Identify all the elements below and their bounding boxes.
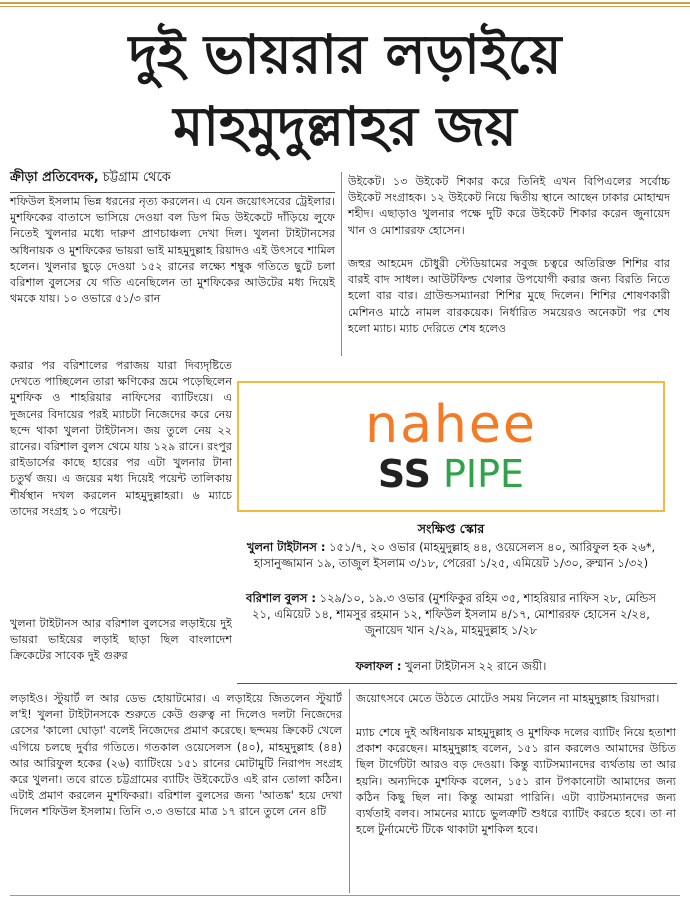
scorecard-bottom-rule: [237, 683, 677, 684]
advertisement-banner: [237, 381, 665, 512]
column-divider-lower: [349, 689, 350, 893]
headline-line-2: মাহমুদুল্লাহর জয়: [173, 95, 517, 158]
ad-brand-name: nahee: [365, 395, 537, 455]
byline-place: চট্টগ্রাম থেকে: [98, 170, 171, 185]
ad-product-pipe: PIPE: [430, 452, 525, 496]
ad-product: [239, 452, 663, 496]
scorecard-khulna: [237, 539, 665, 571]
col2b-paragraph-2: ম্যাচ শেষে দুই অধিনায়ক মাহমুদুল্লাহ ও মুশফিক দলের ব্যাটিং নিয়ে হতাশা প্রকাশ করেছেন। মাহমুদুল্লাহ বলেন, ১৫১ রান করলেও আমাদের উচিত ছিল টার্গেটটা আরও বড় দেওয়া। কিন্তু ব্যাটসম্যানদের ব্যর্থতায় তা আর হয়নি। অন্যদিকে মুশফিক বলেন, ১৫১ রান টপকানোটা আমাদের জন্য কঠিন কিছু ছিল না। কিন্তু আমরা পারিনি। এটা ব্যাটসম্যানদের জন্য ব্যর্থতাই বলব। সামনের ম্যাচে ভুলত্রুটি শুধরে ব্যাটিং করতে হবে। তা না হলে টুর্নামেন্টে টিকে থাকাটা মুশকিল হবে।: [356, 726, 676, 837]
ad-product-ss: SS: [377, 452, 431, 496]
scorecard-barishal-text: ১২৯/১০, ১৯.৩ ওভার (মুশফিকুর রহিম ৩৫, শাহরিয়ার নাফিস ২৮, মেন্ডিস ২১, এমিয়েট ১৪, শামসুর রহমান ১২, শফিউল ইসলাম ৪/১৭, মোশাররফ হোসেন ২/২৪, জুনায়েদ খান ২/২৯, মাহমুদুল্লাহ ১/২৮: [252, 591, 656, 637]
byline: [10, 168, 335, 193]
top-border: [0, 2, 690, 4]
col1-paragraph-1: শফিউল ইসলাম ভিন্ন ধরনের নৃত্য করলেন। এ যেন জয়োৎসবের ট্রেইলার। মুশফিকের বাতাসে ভাসিয়ে দেওয়া বল ডিপ মিড উইকেটে দাঁড়িয়ে লুফে নিতেই খুলনার মধ্যে দারুণ প্রাণচাঞ্চল্য দেখা দিল। খুলনা টাইটানসের অধিনায়ক ও মুশফিকের ভায়রা ভাই মাহমুদুল্লাহ রিয়াদও এই উৎসবে শামিল হলেন। খুলনার ছুড়ে দেওয়া ১৫২ রানের লক্ষ্যে শম্বুক গতিতে ছুটে চলা বরিশাল বুলসের যে গতি এনেছিলেন তা মুশফিকের আউটের মধ্য দিয়েই থমকে যায়। ১০ ওভারে ৫১/৩ রান: [10, 195, 335, 306]
col1-paragraph-3: খুলনা টাইটানস আর বরিশাল বুলসের লড়াইয়ে দুই ভায়রা ভাইয়ের লড়াই ছাড়া ছিল বাংলাদেশ ক্রিকেটের সাবেক দুই গুরুর: [10, 617, 232, 663]
scorecard-barishal: [237, 590, 665, 638]
byline-reporter: ক্রীড়া প্রতিবেদক,: [10, 170, 99, 185]
col2-paragraph-2: জহুর আহমেদ চৌধুরী স্টেডিয়ামের সবুজ চত্বরে অতিরিক্ত শিশির বার বারই বাদ সাধল। আউটফিল্ড খেলার উপযোগী করার জন্য বিরতি নিতে হলো বার বার। গ্রাউন্ডসম্যানরা শিশির মুছে দিলেন। শিশির শোষণকারী মেশিনও মাঠে নামল বারকয়েক। নির্ধারিত সময়েরও অনেকটা পর শেষ হলো ম্যাচ। ম্যাচ দেরিতে শেষ হলেও: [348, 257, 670, 335]
column-divider-upper: [341, 172, 342, 356]
scorecard-barishal-label: বরিশাল বুলস :: [246, 591, 316, 605]
bottom-border: [10, 895, 680, 896]
scorecard-result: [237, 658, 665, 674]
col2b-paragraph-1: জয়োৎসবে মেতে উঠতে মোটেও সময় নিলেন না মাহমুদুল্লাহ রিয়াদরা।: [356, 692, 660, 705]
headline-line-1: দুই ভায়রার লড়াইয়ে: [128, 23, 562, 86]
scorecard-khulna-text: ১৫১/৭, ২০ ওভার (মাহমুদুল্লাহ ৪৪, ওয়েসেলস ৪০, আরিফুল হক ২৬*, হাসানুজ্জামান ১৯, তাজুল ইসলাম ৩/১৮, পেরেরা ১/২৫, এমিয়েট ১/৩০, রুম্মান ১/৩২): [253, 540, 656, 570]
col1b-paragraph-1: লড়াইও। স্টুয়ার্ট ল আর ডেভ হোয়াটমোর। এ লড়াইয়ে জিতলেন স্টুয়ার্ট ল'ই! খুলনা টাইটানসকে শুরুতে কেউ গুরুত্ব না দিলেও দলটা নিজেদের রেসের 'কালো ঘোড়া' বলেই নিজেদের প্রমাণ করেছে। ছন্দময় ক্রিকেট খেলে এগিয়ে চলছে দুর্বার গতিতে। গতকাল ওয়েসেলস (৪০), মাহমুদুল্লাহ (৪৪) আর আরিফুল হকের (২৬) ব্যাটিংয়ে ১৫১ রানের মোটামুটি নিরাপদ সংগ্রহ করে খুলনা। তবে রাতে চট্টগ্রামের ব্যাটিং উইকেটেও এই রান তোলা কঠিন। এটাই প্রমাণ করলেন মুশফিকরা। বরিশাল বুলসের জন্য 'আতঙ্ক' হয়ে দেখা দিলেন শফিউল ইসলাম। তিনি ৩.৩ ওভারে মাত্র ১৭ রানে তুলে নেন ৪টি: [10, 692, 342, 819]
scorecard-result-text: খুলনা টাইটানস ২২ রানে জয়ী।: [401, 659, 547, 673]
col2-paragraph-1: উইকেট। ১৩ উইকেট শিকার করে তিনিই এখন বিপিএলের সর্বোচ্চ উইকেট সংগ্রাহক। ১২ উইকেট নিয়ে দ্বিতীয় স্থানে আছেন ঢাকার মোহাম্মদ শহীদ। এছাড়াও খুলনার পক্ষে দুটি করে উইকেট শিকার করেন জুনায়েদ খান ও মোশাররফ হোসেন।: [348, 175, 670, 237]
scorecard-title: সংক্ষিপ্ত স্কোর: [417, 521, 485, 536]
top-border-thin: [0, 6, 690, 7]
scorecard-khulna-label: খুলনা টাইটানস :: [246, 540, 326, 554]
col1-paragraph-2: করার পর বরিশালের পরাজয় যারা দিব্যদৃষ্টিতে দেখতে পাচ্ছিলেন তারা ক্ষণিকের ভ্রমে পড়েছিলেন মুশফিক ও শাহরিয়ার নাফিসের ব্যাটিংয়ে। এ দুজনের বিদায়ের পরই ম্যাচটা নিজেদের করে নেয় ছন্দে থাকা খুলনা টাইটানস। জয় তুলে নেয় ২২ রানের। বরিশাল বুলস থেমে যায় ১২৯ রানে। রংপুর রাইডার্সের কাছে হারের পর এটা খুলনার টানা চতুর্থ জয়। এ জয়ের মধ্য দিয়েই পয়েন্ট তালিকায় শীর্ষস্থান দখল করলেন মাহমুদুল্লাহরা। ৬ ম্যাচে তাদের সংগ্রহ ১০ পয়েন্ট।: [10, 359, 232, 518]
scorecard-result-label: ফলাফল :: [355, 659, 402, 673]
